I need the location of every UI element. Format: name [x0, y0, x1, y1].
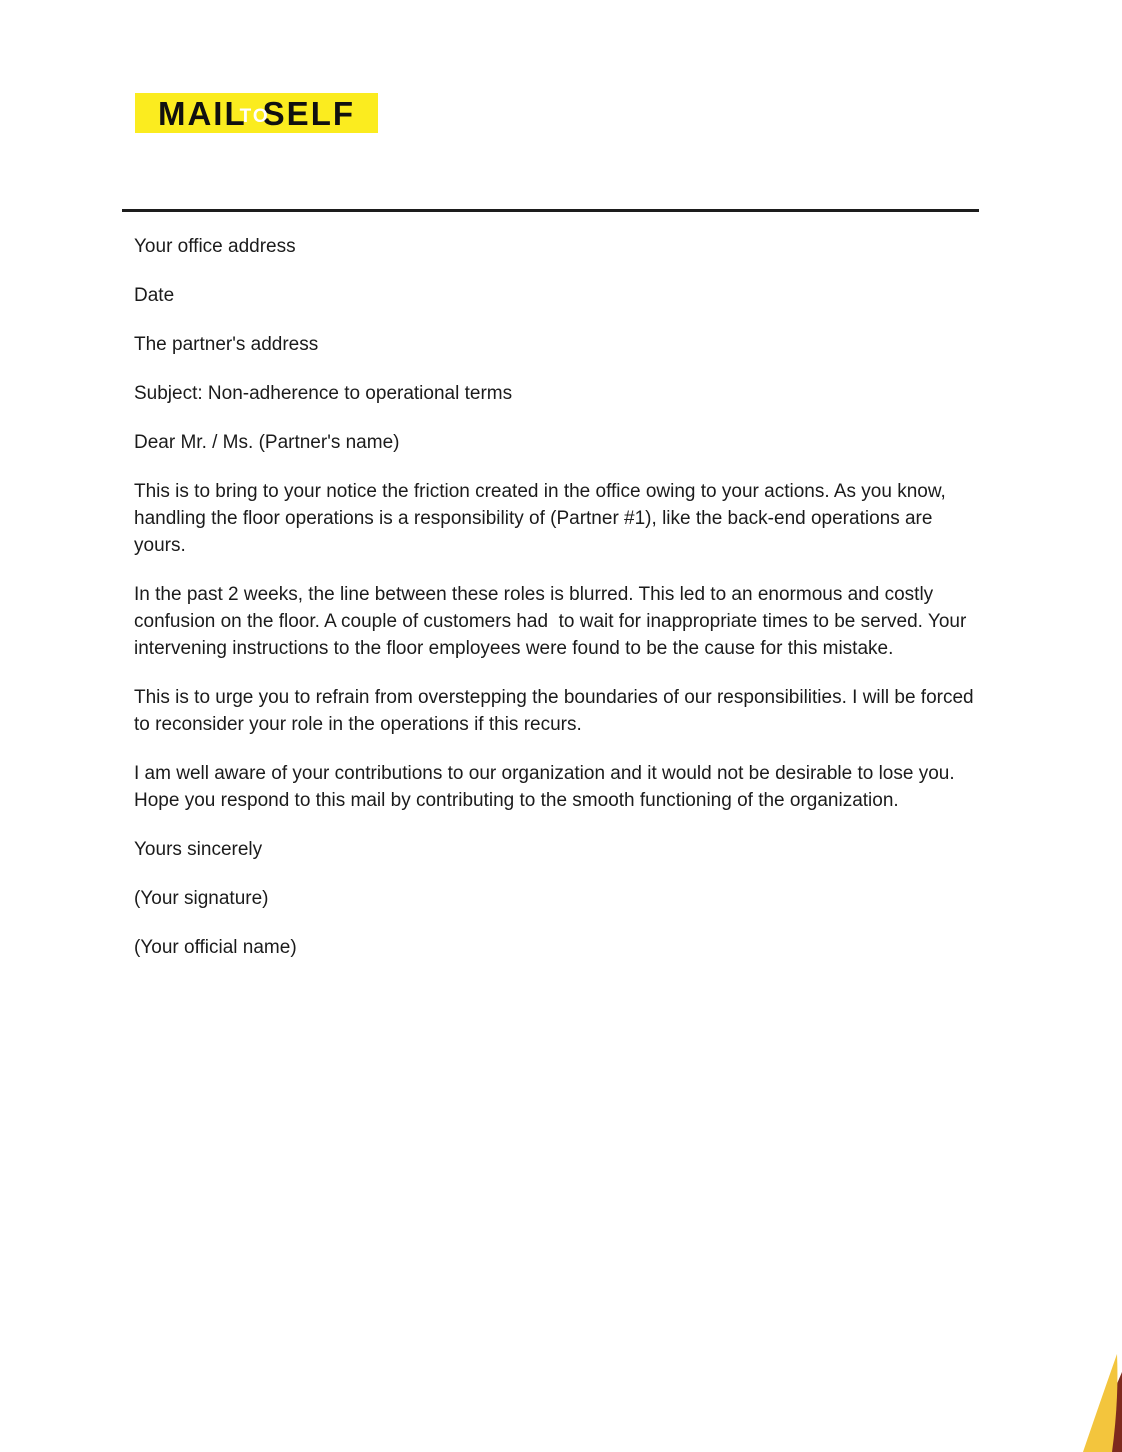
office-address-line: Your office address [134, 236, 296, 257]
mailtoself-logo [135, 93, 378, 133]
logo-word-to: TO [239, 105, 270, 127]
corner-ribbon-yellow-icon [1083, 1354, 1117, 1452]
signature-placeholder: (Your signature) [134, 888, 269, 909]
header-divider-rule [122, 209, 979, 212]
date-line: Date [134, 285, 175, 306]
paragraph-3: This is to urge you to refrain from overstepping the boundaries of our responsibilities. I will be forced to reconsider your role in the operations if this recurs. [134, 687, 979, 735]
logo-word-mail: MAIL [157, 94, 247, 132]
letter-body [134, 233, 986, 983]
paragraph-2: In the past 2 weeks, the line between these roles is blurred. This led to an enormous and costly confusion on the floor. A couple of customers had to wait for inappropriate times to be served. Your intervening instructions to the floor employees were found to be the cause for this mistake. [134, 584, 972, 659]
logo-word-self: SELF [262, 94, 356, 132]
closing-line: Yours sincerely [134, 839, 263, 860]
salutation-line: Dear Mr. / Ms. (Partner's name) [134, 432, 400, 453]
paragraph-4: I am well aware of your contributions to our organization and it would not be desirable to lose you. Hope you respond to this mail by contributing to the smooth functioning of the organization. [134, 763, 960, 811]
subject-line: Subject: Non-adherence to operational terms [134, 383, 513, 404]
partner-address-line: The partner's address [134, 334, 319, 355]
paragraph-1: This is to bring to your notice the friction created in the office owing to your actions. As you know, handling the floor operations is a responsibility of (Partner #1), like the back-end operations are yours. [134, 481, 952, 556]
corner-ribbon-decoration [1062, 1342, 1122, 1452]
official-name-placeholder: (Your official name) [134, 937, 297, 958]
